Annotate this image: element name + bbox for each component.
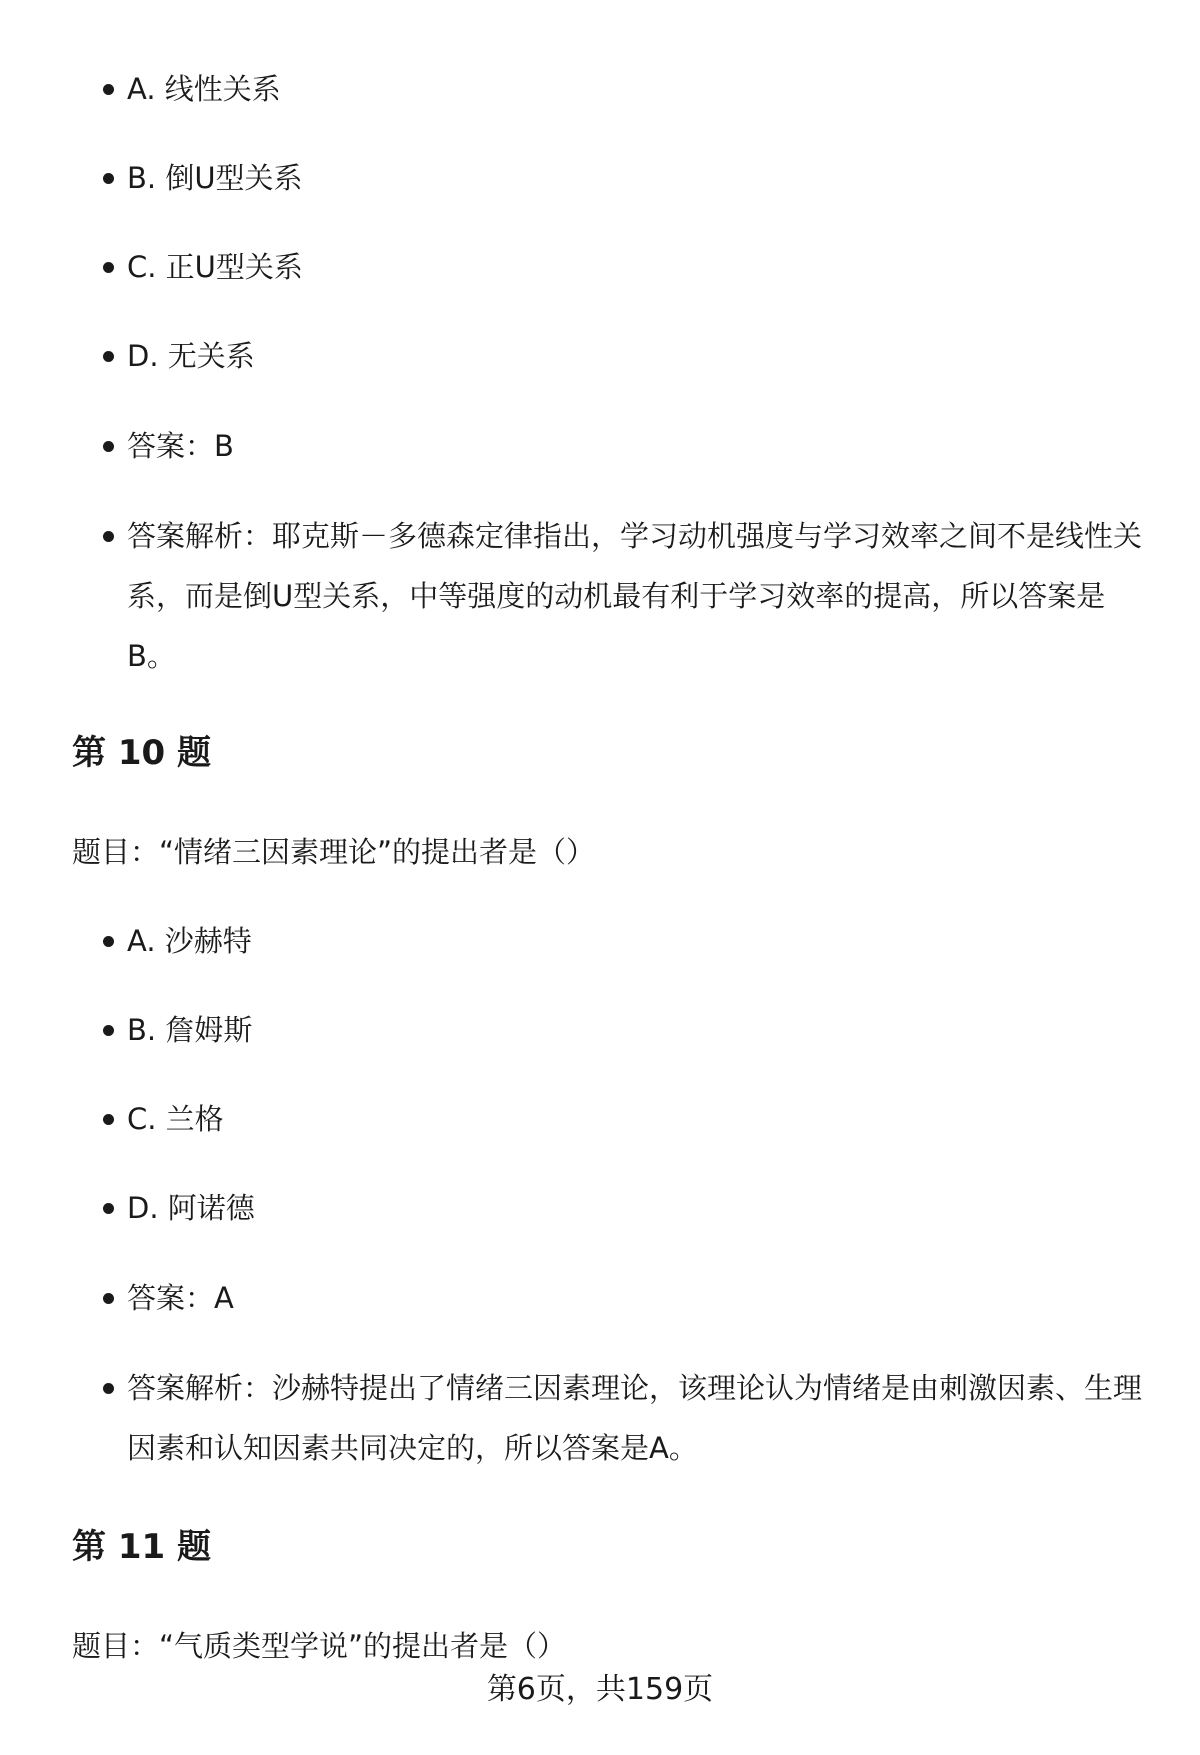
q9-option-c xyxy=(127,237,1147,297)
bullet-icon xyxy=(103,173,114,184)
explanation-text: 答案解析：沙赫特提出了情绪三因素理论，该理论认为情绪是由刺激因素、生理因素和认知因素共同决定的，所以答案是A。 xyxy=(127,1371,1143,1465)
bullet-icon xyxy=(103,262,114,273)
question-heading: 第 10 题 xyxy=(72,733,211,773)
bullet-icon xyxy=(103,84,114,95)
question-heading: 第 11 题 xyxy=(72,1527,211,1567)
q9-option-a xyxy=(127,59,1147,119)
answer-text: 答案：B xyxy=(127,429,234,463)
q10-option-d xyxy=(127,1178,1147,1238)
q10-answer xyxy=(127,1268,1147,1328)
answer-text: 答案：A xyxy=(127,1281,234,1315)
option-text: D. 阿诺德 xyxy=(127,1191,255,1225)
bullet-icon xyxy=(103,531,114,542)
bullet-icon xyxy=(103,1293,114,1304)
question-stem: 题目：“情绪三因素理论”的提出者是（） xyxy=(72,835,596,869)
q9-answer xyxy=(127,416,1147,476)
bullet-icon xyxy=(103,1114,114,1125)
option-text: A. 线性关系 xyxy=(127,72,281,106)
q10-option-c xyxy=(127,1089,1147,1149)
bullet-icon xyxy=(103,1203,114,1214)
option-text: A. 沙赫特 xyxy=(127,924,252,958)
option-text: B. 倒U型关系 xyxy=(127,161,303,195)
q10-explanation xyxy=(127,1358,1147,1478)
bullet-icon xyxy=(103,441,114,452)
bullet-icon xyxy=(103,1025,114,1036)
question-stem: 题目：“气质类型学说”的提出者是（） xyxy=(72,1629,567,1663)
explanation-text: 答案解析：耶克斯－多德森定律指出，学习动机强度与学习效率之间不是线性关系，而是倒U型关系，中等强度的动机最有利于学习效率的提高，所以答案是B。 xyxy=(127,519,1143,673)
q9-option-d xyxy=(127,326,1147,386)
bullet-icon xyxy=(103,936,114,947)
page-number: 第6页，共159页 xyxy=(486,1672,714,1707)
option-text: D. 无关系 xyxy=(127,339,255,373)
option-text: B. 詹姆斯 xyxy=(127,1013,253,1047)
q10-option-b xyxy=(127,1000,1147,1060)
bullet-icon xyxy=(103,1383,114,1394)
q9-explanation xyxy=(127,506,1147,686)
option-text: C. 正U型关系 xyxy=(127,250,303,284)
q10-option-a xyxy=(127,911,1147,971)
option-text: C. 兰格 xyxy=(127,1102,224,1136)
q9-option-b xyxy=(127,148,1147,208)
bullet-icon xyxy=(103,351,114,362)
